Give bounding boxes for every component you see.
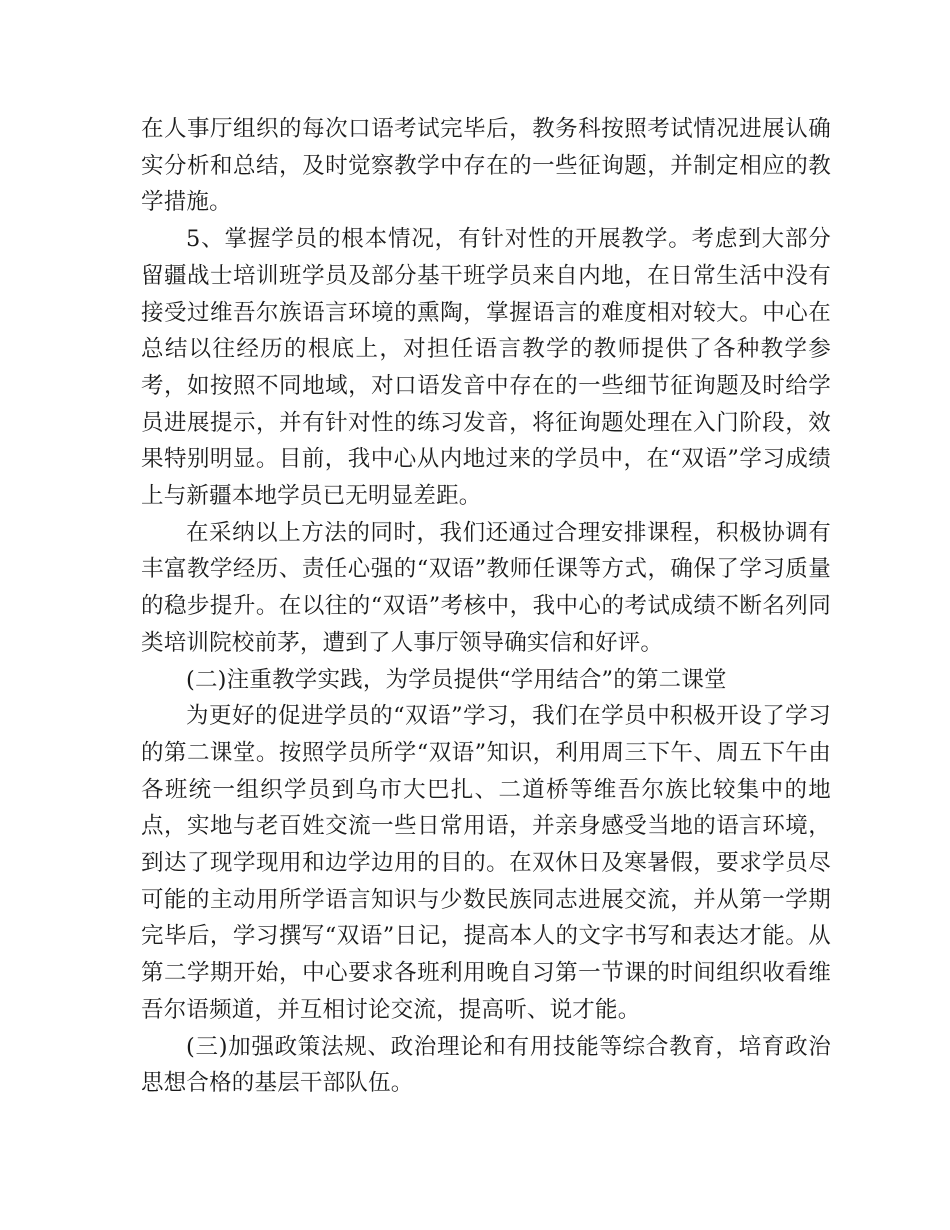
paragraph-second-classroom: 为更好的促进学员的“双语”学习，我们在学员中积极开设了学习的第二课堂。按照学员所学“双语”知识，利用周三下午、周五下午由各班统一组织学员到乌市大巴扎、二道桥等维吾尔族比较集中的地点，实地与老百姓交流一些日常用语，并亲身感受当地的语言环境，到达了现学现用和边学边用的目的。在双休日及寒暑假，要求学员尽可能的主动用所学语言知识与少数民族同志进展交流，并从第一学期完毕后，学习撰写“双语”日记，提高本人的文字书写和表达才能。从第二学期开始，中心要求各班利用晚自习第一节课的时间组织收看维吾尔语频道，并互相讨论交流，提高听、说才能。 <box>141 703 831 1023</box>
paragraph-exam-analysis: 在人事厅组织的每次口语考试完毕后，教务科按照考试情况进展认确实分析和总结，及时觉察教学中存在的一些征询题，并制定相应的教学措施。 <box>141 116 831 216</box>
paragraph-course-arrangement: 在采纳以上方法的同时，我们还通过合理安排课程，积极协调有丰富教学经历、责任心强的“双语”教师任课等方式，确保了学习质量的稳步提升。在以往的“双语”考核中，我中心的考试成绩不断名列同类培训院校前茅，遭到了人事厅领导确实信和好评。 <box>141 519 831 656</box>
document-page <box>141 111 831 1102</box>
paragraph-targeted-teaching: 5、掌握学员的根本情况，有针对性的开展教学。考虑到大部分留疆战士培训班学员及部分基干班学员来自内地，在日常生活中没有接受过维吾尔族语言环境的熏陶，掌握语言的难度相对较大。中心在总结以往经历的根底上，对担任语言教学的教师提供了各种教学参考，如按照不同地域，对口语发音中存在的一些细节征询题及时给学员进展提示，并有针对性的练习发音，将征询题处理在入门阶段，效果特别明显。目前，我中心从内地过来的学员中，在“双语”学习成绩上与新疆本地学员已无明显差距。 <box>141 226 831 510</box>
section-heading-second-classroom: (二)注重教学实践，为学员提供“学用结合”的第二课堂 <box>186 666 727 693</box>
section-heading-comprehensive-education: (三)加强政策法规、政治理论和有用技能等综合教育，培育政治思想合格的基层干部队伍。 <box>141 1033 831 1097</box>
